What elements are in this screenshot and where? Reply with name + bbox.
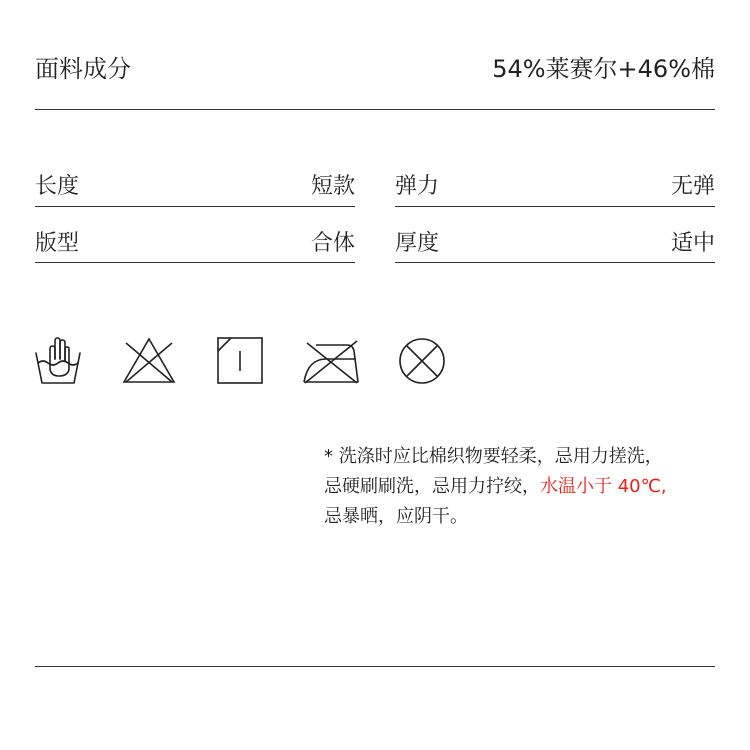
spec-value: 适中: [670, 230, 715, 256]
care-note: [324, 442, 724, 532]
divider: [395, 206, 715, 207]
spec-value: 合体: [310, 230, 355, 256]
spec-thickness: [395, 223, 715, 259]
do-not-bleach-icon: [122, 337, 176, 385]
do-not-iron-icon: [302, 337, 360, 385]
care-note-line: * 洗涤时应比棉织物要轻柔，忌用力搓洗，: [324, 446, 663, 467]
spec-label: 版型: [35, 230, 80, 256]
line-dry-icon: [217, 337, 265, 385]
care-note-line: [324, 472, 724, 502]
spec-value: 短款: [310, 173, 355, 199]
care-note-text: 忌硬刷刷洗，忌用力拧绞，: [324, 476, 540, 497]
care-note-line: 忌暴晒，应阴干。: [324, 506, 468, 527]
spec-fit: [35, 223, 355, 259]
fabric-row: [35, 46, 715, 86]
divider: [395, 262, 715, 263]
spec-label: 弹力: [395, 173, 440, 199]
divider: [35, 262, 355, 263]
water-temp-warning: 水温小于 40℃,: [540, 476, 667, 497]
spec-label: 长度: [35, 173, 80, 199]
do-not-dry-clean-icon: [399, 337, 447, 385]
fabric-value: 54%莱赛尔+46%棉: [492, 54, 715, 83]
spec-length: [35, 166, 355, 202]
hand-wash-icon: [35, 337, 81, 385]
spec-value: 无弹: [670, 173, 715, 199]
fabric-label: 面料成分: [35, 54, 131, 83]
divider: [35, 109, 715, 110]
spec-elasticity: [395, 166, 715, 202]
divider: [35, 206, 355, 207]
bottom-divider: [35, 666, 715, 667]
spec-label: 厚度: [395, 230, 440, 256]
